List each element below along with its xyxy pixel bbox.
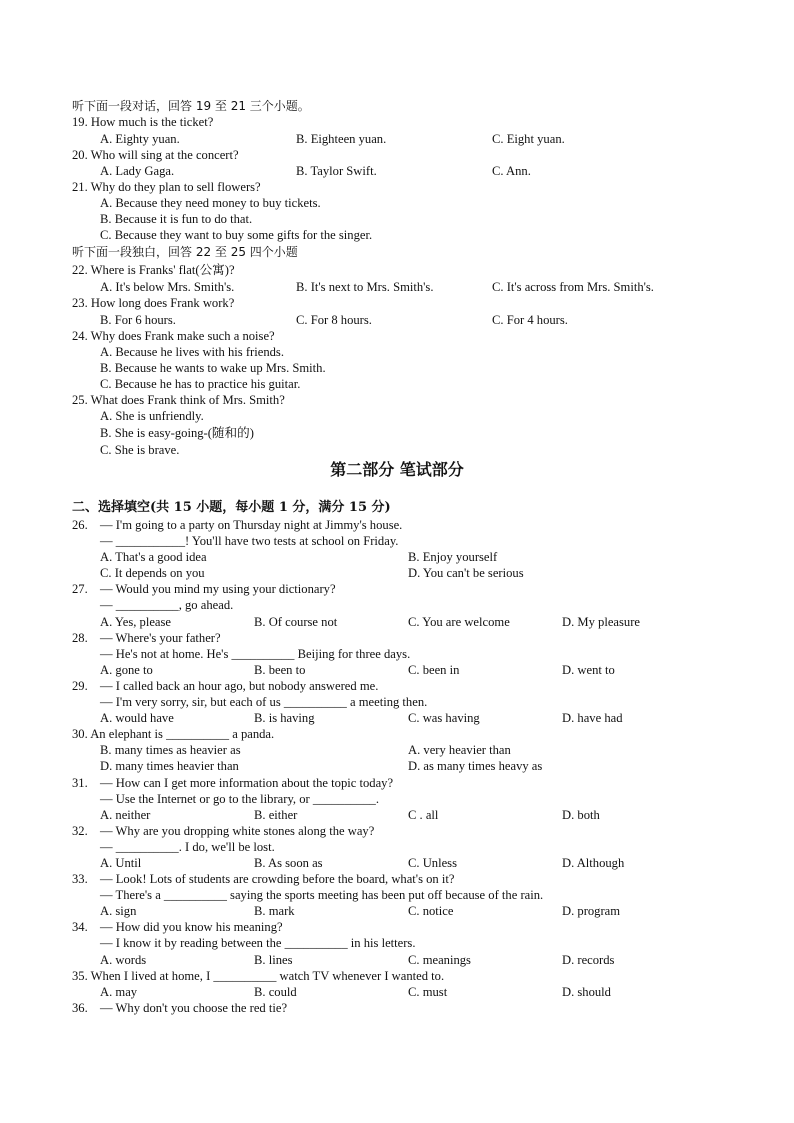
q27-line-2: — __________, go ahead. [100, 598, 234, 612]
q27-option-d: D. My pleasure [562, 615, 640, 629]
q35-option-c: C. must [408, 985, 448, 999]
question-23-stem: 23. How long does Frank work? [72, 296, 235, 310]
listening-instruction-19-21: 听下面一段对话，回答 19 至 21 三个小题。 [72, 99, 310, 113]
q32-option-d: D. Although [562, 856, 625, 870]
q30-option-a: B. many times as heavier as [100, 743, 241, 757]
q35-option-b: B. could [254, 985, 297, 999]
q27-option-b: B. Of course not [254, 615, 338, 629]
q21-option-b: B. Because it is fun to do that. [100, 212, 253, 226]
q34-option-c: C. meanings [408, 953, 471, 967]
question-25-stem: 25. What does Frank think of Mrs. Smith? [72, 393, 285, 407]
q20-option-a: A. Lady Gaga. [100, 164, 175, 178]
q28-number: 28. [72, 631, 88, 645]
q34-option-d: D. records [562, 953, 615, 967]
q31-line-1: — How can I get more information about the topic today? [100, 776, 394, 790]
q24-option-c: C. Because he has to practice his guitar. [100, 377, 301, 391]
q31-option-d: D. both [562, 808, 600, 822]
q26-option-d: D. You can't be serious [408, 566, 524, 580]
q33-number: 33. [72, 872, 88, 886]
q33-option-d: D. program [562, 904, 621, 918]
q32-line-1: — Why are you dropping white stones along the way? [100, 824, 375, 838]
q35-option-d: D. should [562, 985, 611, 999]
q32-option-c: C. Unless [408, 856, 457, 870]
q31-option-a: A. neither [100, 808, 151, 822]
q30-line-1: 30. An elephant is __________ a panda. [72, 727, 275, 741]
q36-number: 36. [72, 1001, 88, 1015]
q34-number: 34. [72, 920, 88, 934]
q35-line-1: 35. When I lived at home, I __________ watch TV whenever I wanted to. [72, 969, 445, 983]
q32-option-a: A. Until [100, 856, 142, 870]
q34-option-a: A. words [100, 953, 147, 967]
q22-option-a: A. It's below Mrs. Smith's. [100, 280, 235, 294]
q29-number: 29. [72, 679, 88, 693]
q32-number: 32. [72, 824, 88, 838]
q27-number: 27. [72, 582, 88, 596]
q30-option-d: D. as many times heavy as [408, 759, 543, 773]
q35-option-a: A. may [100, 985, 138, 999]
q22-option-b: B. It's next to Mrs. Smith's. [296, 280, 434, 294]
q23-option-b: C. For 8 hours. [296, 313, 372, 327]
q31-option-c: C . all [408, 808, 439, 822]
q26-option-a: A. That's a good idea [100, 550, 207, 564]
q29-option-b: B. is having [254, 711, 315, 725]
q24-option-a: A. Because he lives with his friends. [100, 345, 284, 359]
q23-option-a: B. For 6 hours. [100, 313, 176, 327]
q19-option-b: B. Eighteen yuan. [296, 132, 387, 146]
question-22-stem: 22. Where is Franks' flat(公寓)? [72, 263, 235, 277]
listening-instruction-22-25: 听下面一段独白，回答 22 至 25 四个小题 [72, 245, 298, 259]
section2-heading: 二、选择填空(共 15 小题，每小题 1 分，满分 15 分) [72, 500, 391, 515]
q20-option-c: C. Ann. [492, 164, 531, 178]
q29-option-a: A. would have [100, 711, 174, 725]
q25-option-b: B. She is easy-going-(随和的) [100, 426, 254, 440]
q29-option-c: C. was having [408, 711, 480, 725]
q33-option-b: B. mark [254, 904, 295, 918]
q24-option-b: B. Because he wants to wake up Mrs. Smith. [100, 361, 326, 375]
q27-option-a: A. Yes, please [100, 615, 172, 629]
q26-number: 26. [72, 518, 88, 532]
q28-line-1: — Where's your father? [100, 631, 221, 645]
q34-line-2: — I know it by reading between the __________ in his letters. [100, 936, 416, 950]
q22-option-c: C. It's across from Mrs. Smith's. [492, 280, 654, 294]
question-21-stem: 21. Why do they plan to sell flowers? [72, 180, 261, 194]
q30-option-b: A. very heavier than [408, 743, 511, 757]
q34-line-1: — How did you know his meaning? [100, 920, 283, 934]
q31-number: 31. [72, 776, 88, 790]
q31-option-b: B. either [254, 808, 298, 822]
q29-line-1: — I called back an hour ago, but nobody answered me. [100, 679, 379, 693]
question-20-stem: 20. Who will sing at the concert? [72, 148, 239, 162]
q28-option-d: D. went to [562, 663, 615, 677]
q33-line-1: — Look! Lots of students are crowding before the board, what's on it? [100, 872, 455, 886]
q19-option-a: A. Eighty yuan. [100, 132, 180, 146]
q25-option-a: A. She is unfriendly. [100, 409, 204, 423]
q31-line-2: — Use the Internet or go to the library, or __________. [100, 792, 379, 806]
q28-line-2: — He's not at home. He's __________ Beijing for three days. [100, 647, 411, 661]
q19-option-c: C. Eight yuan. [492, 132, 565, 146]
q26-option-b: B. Enjoy yourself [408, 550, 498, 564]
q28-option-a: A. gone to [100, 663, 153, 677]
q27-option-c: C. You are welcome [408, 615, 510, 629]
q23-option-c: C. For 4 hours. [492, 313, 568, 327]
q32-option-b: B. As soon as [254, 856, 323, 870]
q20-option-b: B. Taylor Swift. [296, 164, 377, 178]
q25-option-c: C. She is brave. [100, 443, 180, 457]
q33-option-a: A. sign [100, 904, 137, 918]
q33-option-c: C. notice [408, 904, 454, 918]
q29-line-2: — I'm very sorry, sir, but each of us __________ a meeting then. [100, 695, 428, 709]
q36-line-1: — Why don't you choose the red tie? [100, 1001, 288, 1015]
q21-option-a: A. Because they need money to buy tickets. [100, 196, 321, 210]
q28-option-c: C. been in [408, 663, 460, 677]
q26-line-1: — I'm going to a party on Thursday night at Jimmy's house. [100, 518, 403, 532]
q28-option-b: B. been to [254, 663, 306, 677]
q34-option-b: B. lines [254, 953, 293, 967]
question-19-stem: 19. How much is the ticket? [72, 115, 214, 129]
q21-option-c: C. Because they want to buy some gifts for the singer. [100, 228, 373, 242]
q27-line-1: — Would you mind my using your dictionary? [100, 582, 336, 596]
q26-line-2: — ___________! You'll have two tests at school on Friday. [100, 534, 399, 548]
q29-option-d: D. have had [562, 711, 623, 725]
q30-option-c: D. many times heavier than [100, 759, 239, 773]
q32-line-2: — __________. I do, we'll be lost. [100, 840, 275, 854]
part2-title: 第二部分 笔试部分 [330, 460, 464, 479]
q33-line-2: — There's a __________ saying the sports meeting has been put off because of the rain. [100, 888, 544, 902]
question-24-stem: 24. Why does Frank make such a noise? [72, 329, 275, 343]
q26-option-c: C. It depends on you [100, 566, 205, 580]
